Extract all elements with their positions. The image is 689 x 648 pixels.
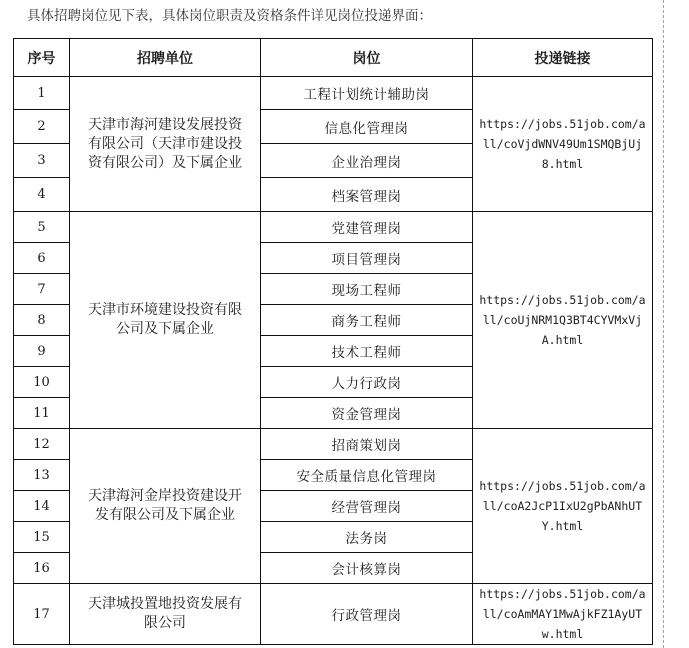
position-name: 党建管理岗 xyxy=(261,212,473,243)
position-name: 工程计划统计辅助岗 xyxy=(261,77,473,110)
row-number: 6 xyxy=(14,243,70,274)
position-name: 现场工程师 xyxy=(261,274,473,305)
employer-name: 天津海河金岸投资建设开发有限公司及下属企业 xyxy=(70,429,261,584)
application-link[interactable]: https://jobs.51job.com/all/coVjdWNV49Um1SMQBjUj8.html xyxy=(473,77,653,212)
position-name: 档案管理岗 xyxy=(261,178,473,212)
employer-name: 天津市环境建设投资有限公司及下属企业 xyxy=(70,212,261,429)
position-name: 技术工程师 xyxy=(261,336,473,367)
row-number: 7 xyxy=(14,274,70,305)
table-row xyxy=(14,429,653,460)
position-name: 信息化管理岗 xyxy=(261,110,473,144)
row-number: 13 xyxy=(14,460,70,491)
row-number: 9 xyxy=(14,336,70,367)
header-link: 投递链接 xyxy=(473,39,653,77)
row-number: 12 xyxy=(14,429,70,460)
row-number: 14 xyxy=(14,491,70,522)
table-row xyxy=(14,77,653,110)
row-number: 15 xyxy=(14,522,70,553)
position-name: 人力行政岗 xyxy=(261,367,473,398)
row-number: 4 xyxy=(14,178,70,212)
employer-name: 天津城投置地投资发展有限公司 xyxy=(70,584,261,645)
row-number: 2 xyxy=(14,110,70,144)
header-position: 岗位 xyxy=(261,39,473,77)
row-number: 5 xyxy=(14,212,70,243)
position-name: 企业治理岗 xyxy=(261,144,473,178)
row-number: 17 xyxy=(14,584,70,645)
table-header-row xyxy=(14,39,653,77)
row-number: 10 xyxy=(14,367,70,398)
recruitment-table xyxy=(13,38,653,645)
row-number: 11 xyxy=(14,398,70,429)
table-body xyxy=(14,77,653,645)
position-name: 项目管理岗 xyxy=(261,243,473,274)
intro-text: 具体招聘岗位见下表，具体岗位职责及资格条件详见岗位投递界面： xyxy=(27,8,432,24)
row-number: 3 xyxy=(14,144,70,178)
application-link[interactable]: https://jobs.51job.com/all/coA2JcP1IxU2gPbANhUTY.html xyxy=(473,429,653,584)
row-number: 1 xyxy=(14,77,70,110)
position-name: 经营管理岗 xyxy=(261,491,473,522)
header-seq: 序号 xyxy=(14,39,70,77)
position-name: 招商策划岗 xyxy=(261,429,473,460)
table-row xyxy=(14,584,653,645)
row-number: 8 xyxy=(14,305,70,336)
position-name: 资金管理岗 xyxy=(261,398,473,429)
employer-name: 天津市海河建设发展投资有限公司（天津市建设投资有限公司）及下属企业 xyxy=(70,77,261,212)
header-org: 招聘单位 xyxy=(70,39,261,77)
position-name: 商务工程师 xyxy=(261,305,473,336)
application-link[interactable]: https://jobs.51job.com/all/coAmMAY1MwAjkFZ1AyUTw.html xyxy=(473,584,653,645)
position-name: 安全质量信息化管理岗 xyxy=(261,460,473,491)
position-name: 法务岗 xyxy=(261,522,473,553)
position-name: 会计核算岗 xyxy=(261,553,473,584)
application-link[interactable]: https://jobs.51job.com/all/coUjNRM1Q3BT4CYVMxVjA.html xyxy=(473,212,653,429)
page-edge-rule xyxy=(663,0,664,648)
table-row xyxy=(14,212,653,243)
row-number: 16 xyxy=(14,553,70,584)
position-name: 行政管理岗 xyxy=(261,584,473,645)
